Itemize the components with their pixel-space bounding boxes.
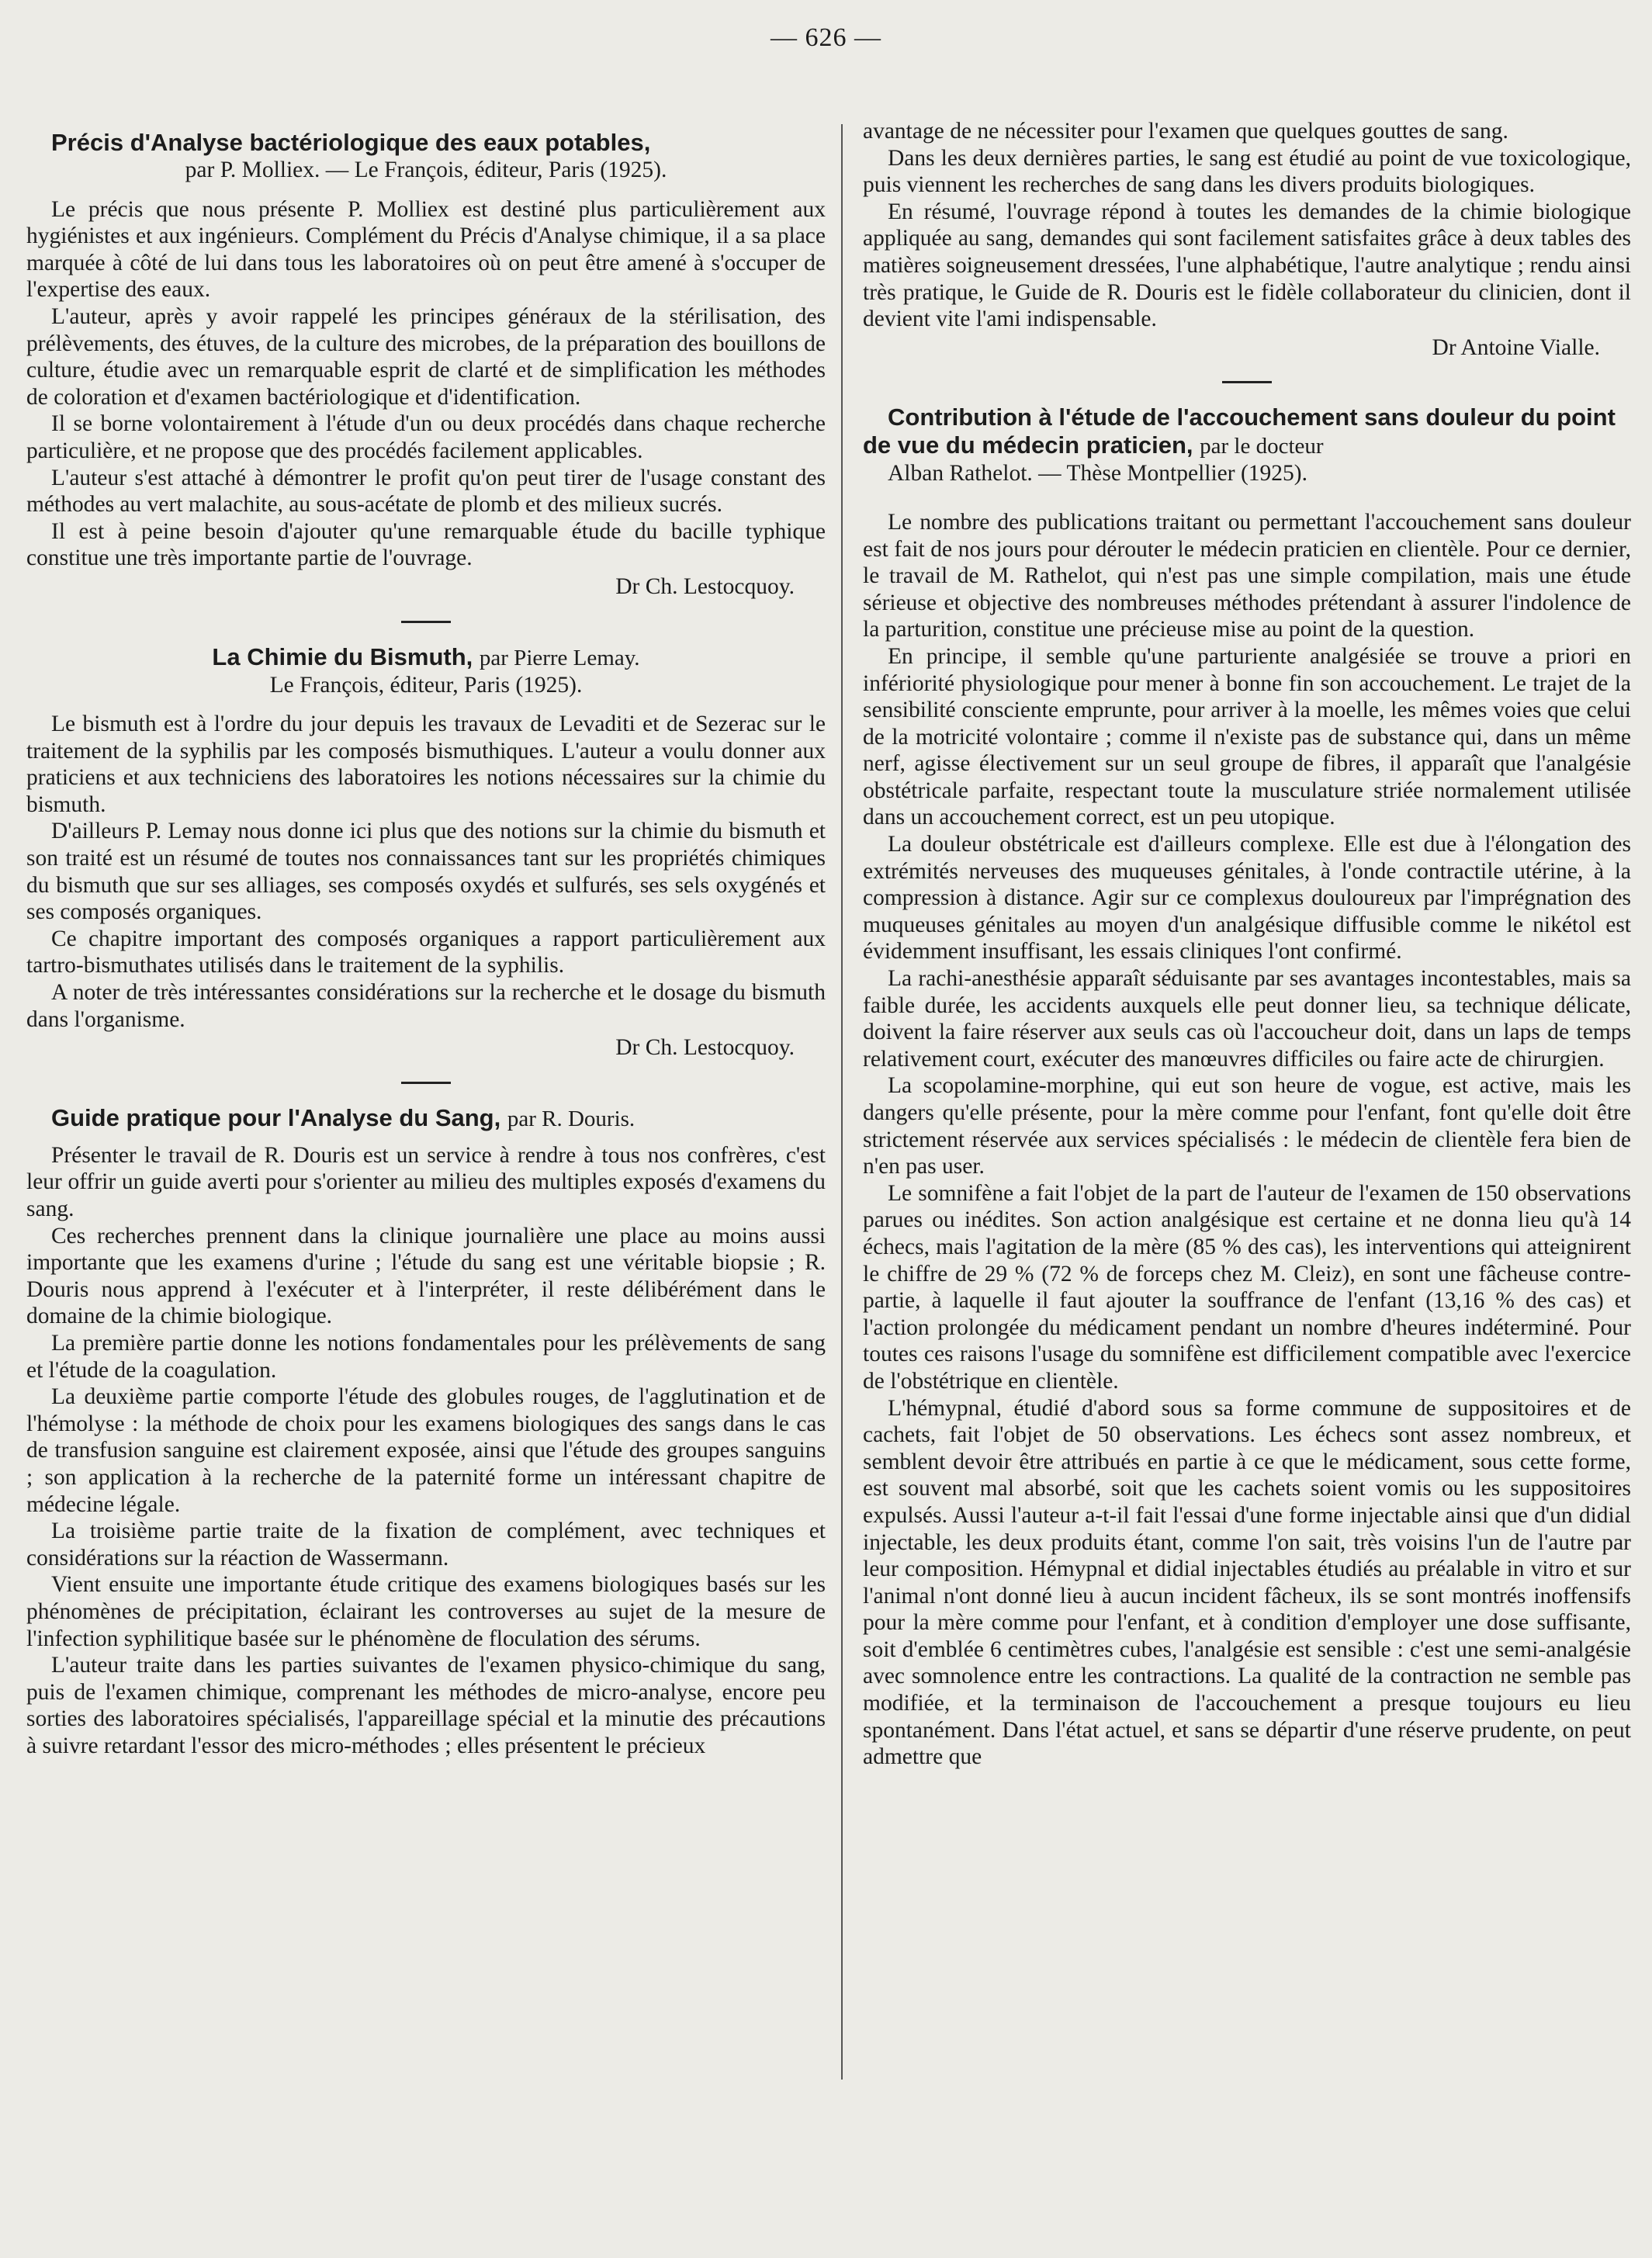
paragraph: L'hémypnal, étudié d'abord sous sa forme commune de suppositoires et de cachets, fait l'objet de 50 observations. Les échecs sont assez nombreux, et semblent devoir être attribués en partie à ce que le médicament, sous cette forme, est souvent mal absorbé, soit que les cachets soient vomis ou les suppositoires expulsés. Aussi l'auteur a-t-il fait l'essai d'une forme injectable ainsi que d'un didial injectable, les deux produits étant, comme l'on sait, très voisins l'un de l'autre par leur composition. Hémypnal et didial injectables étudiés au préalable in vitro et sur l'animal n'ont donné lieu à aucun incident fâcheux, ils se sont montrés inoffensifs pour la mère comme pour l'enfant, et à condition d'employer une dose suffisante, soit d'emblée 6 centimètres cubes, l'analgésie est sensible : c'est une semi-analgésie avec somnolence entre les contractions. La qualité de la contraction ne semble pas modifiée, et la terminaison de l'accouchement a presque toujours eu lieu spontanément. Dans l'état actuel, et sans se départir d'une réserve prudente, on peut admettre que [863, 1395, 1631, 1770]
paragraph: L'auteur s'est attaché à démontrer le profit qu'on peut tirer de l'usage constant des méthodes au vert malachite, au sous-acétate de plomb et des milieux sucrés. [26, 465, 826, 518]
paragraph: Le nombre des publications traitant ou permettant l'accouchement sans douleur est fait de nos jours pour dérouter le médecin praticien en clientèle. Pour ce dernier, le travail de M. Rathelot, qui n'est pas une simple compilation, mais une étude sérieuse et objective des nombreuses méthodes prétendant à assurer l'indolence de la parturition, constitue une précieuse mise au point de la question. [863, 509, 1631, 642]
paragraph: Ces recherches prennent dans la clinique journalière une place au moins aussi importante que les examens d'urine ; l'étude du sang est une véritable biopsie ; R. Douris nous apprend à l'exécuter et à l'interpréter, il reste délibérément dans le domaine de la chimie biologique. [26, 1223, 826, 1329]
paragraph: Le bismuth est à l'ordre du jour depuis les travaux de Levaditi et de Sezerac sur le traitement de la syphilis par les composés bismuthiques. L'auteur a voulu donner aux praticiens et aux techniciens des laboratoires les notions nécessaires sur la chimie du bismuth. [26, 712, 826, 817]
paragraph: En résumé, l'ouvrage répond à toutes les demandes de la chimie biologique appliquée au sang, demandes qui sont facilement satisfaites grâce à deux tables des matières soigneusement dressées, l'une alphabétique, l'autre analytique ; rendu ainsi très pratique, le Guide de R. Douris est le fidèle collaborateur du clinicien, dont il devient vite l'ami indispensable. [863, 199, 1631, 332]
review-title-text: Guide pratique pour l'Analyse du Sang, [51, 1103, 501, 1131]
paragraph: Il est à peine besoin d'ajouter qu'une remarquable étude du bacille typhique constitue une très importante partie de l'ouvrage. [26, 518, 826, 571]
review-title-author: par le docteur [1200, 434, 1324, 459]
paragraph: La première partie donne les notions fondamentales pour les prélèvements de sang et l'étude de la coagulation. [26, 1330, 826, 1383]
review-3 [26, 1104, 826, 1760]
review-title-author: par Pierre Lemay. [479, 645, 640, 670]
paragraph: Dans les deux dernières parties, le sang est étudié au point de vue toxicologique, puis viennent les recherches de sang dans les divers produits biologiques. [863, 145, 1631, 198]
paragraph: L'auteur, après y avoir rappelé les principes généraux de la stérilisation, des prélèvements, des étuves, de la culture des microbes, de la préparation des bouillons de culture, étudie avec un remarquable esprit de clarté et de simplification les méthodes de coloration et d'examen bactériologique et d'identification. [26, 303, 826, 410]
continuation-paragraphs [863, 118, 1631, 333]
paragraph: La deuxième partie comporte l'étude des globules rouges, de l'agglutination et de l'hémolyse : la méthode de choix pour les examens biologiques des sangs dans le cas de transfusion sanguine est clairement exposée, ainsi que l'étude des groupes sanguins ; son application à la recherche de la paternité forme un intéressant chapitre de médecine légale. [26, 1384, 826, 1517]
right-column [863, 118, 1631, 1771]
paragraph: Le somnifène a fait l'objet de la part de l'auteur de l'examen de 150 observations parues ou inédites. Son action analgésique est certaine et ne donna lieu qu'à 14 échecs, mais l'agitation de la mère (85 % des cas), les interventions qui atteignirent le chiffre de 29 % (72 % de forceps chez M. Cleiz), en sont une fâcheuse contre-partie, à laquelle il faut ajouter la souffrance de l'enfant (13,16 % des cas) et l'action prolongée du médicament pendant un nombre d'heures indéterminé. Pour toutes ces raisons l'usage du somnifène est difficilement compatible avec l'exercice de l'obstétrique en clientèle. [863, 1180, 1631, 1394]
paragraph: Présenter le travail de R. Douris est un service à rendre à tous nos confrères, c'est leur offrir un guide averti pour s'orienter au milieu des multiples exposés d'examens du sang. [26, 1142, 826, 1221]
paragraph: La troisième partie traite de la fixation de complément, avec techniques et considérations sur la réaction de Wassermann. [26, 1519, 826, 1571]
paragraph: D'ailleurs P. Lemay nous donne ici plus que des notions sur la chimie du bismuth et son traité est un résumé de toutes nos connaissances tant sur les propriétés chimiques du bismuth que sur ses alliages, ses composés oxydés et sulfurés, ses sels oxygénés et ses composés organiques. [26, 819, 826, 925]
paragraph: Vient ensuite une importante étude critique des examens biologiques basés sur les phénomènes de précipitation, éclairant les controverses au sujet de la mesure de l'infection syphilitique basée sur le phénomène de floculation des sérums. [26, 1572, 826, 1651]
paragraph: avantage de ne nécessiter pour l'examen que quelques gouttes de sang. [863, 119, 1508, 144]
section-separator [401, 621, 451, 623]
paragraph: En principe, il semble qu'une parturiente analgésiée se trouve a priori en infériorité physiologique pour mener à bonne fin son accouchement. Le trajet de la sensibilité consciente emprunte, pour arriver à la moelle, les mêmes voies que celui de la motricité volontaire ; comme il n'existe pas de substance qui, dans un même nerf, agisse électivement sur un seul groupe de fibres, il apparaît que l'analgésie obstétricale parfaite, respectant toute la musculature striée normalement utilisée dans un accouchement correct, est un peu utopique. [863, 643, 1631, 830]
paragraph: La scopolamine-morphine, qui eut son heure de vogue, est active, mais les dangers qu'elle présente, pour la mère comme pour l'enfant, font qu'elle doit être strictement réservée aux services spécialisés : le médecin de clientèle fera bien de n'en pas user. [863, 1073, 1631, 1179]
review-2 [26, 643, 826, 1061]
left-column [26, 129, 826, 1759]
paragraph: La rachi-anesthésie apparaît séduisante par ses avantages incontestables, mais sa faible durée, les accidents auxquels elle peut donner lieu, sa technique délicate, doivent la faire réserver aux seuls cas où l'accoucheur doit, dans un laps de temps relativement court, exécuter des manœuvres difficiles ou faire acte de chirurgien. [863, 966, 1631, 1072]
signature: Dr Ch. Lestocquoy. [615, 573, 795, 599]
signature: Dr Ch. Lestocquoy. [615, 1035, 795, 1061]
section-separator [401, 1082, 451, 1084]
paragraph: Ce chapitre important des composés organiques a rapport particulièrement aux tartro-bismuthates utilisés dans le traitement de la syphilis. [26, 926, 826, 978]
section-separator [1222, 381, 1272, 383]
review-1 [26, 129, 826, 601]
review-title [863, 403, 1631, 460]
page-number: — 626 — [771, 23, 881, 52]
continuation-signature: Dr Antoine Vialle. [1432, 334, 1600, 360]
column-rule [841, 124, 843, 2080]
review-paragraphs [863, 509, 1631, 1771]
review-title-author: par R. Douris. [507, 1106, 636, 1131]
paragraph: L'auteur traite dans les parties suivantes de l'examen physico-chimique du sang, puis de l'examen chimique, comprenant les méthodes de micro-analyse, encore peu sorties des laboratoires spécialisés, l'appareillage spécial et la minutie des précautions à suivre retardant l'essor des micro-méthodes ; elles présentent le précieux [26, 1653, 826, 1758]
review-title [26, 1104, 826, 1133]
title-gap [26, 1133, 826, 1142]
review-title-text: Précis d'Analyse bactériologique des eaux potables, [51, 129, 651, 156]
paragraph: A noter de très intéressantes considérations sur la recherche et le dosage du bismuth dans l'organisme. [26, 980, 826, 1032]
review-accouchement [863, 403, 1631, 1771]
paragraph: Il se borne volontairement à l'étude d'un ou deux procédés dans chaque recherche particulière, et ne propose que des procédés facilement applicables. [26, 411, 826, 463]
review-title-text: La Chimie du Bismuth, [212, 642, 473, 670]
review-byline: Le François, éditeur, Paris (1925). [269, 672, 583, 698]
review-byline: par P. Molliex. — Le François, éditeur, Paris (1925). [185, 158, 667, 182]
review-title [26, 643, 826, 672]
paragraph: La douleur obstétricale est d'ailleurs complexe. Elle est due à l'élongation des extrémités nerveuses des muqueuses génitales, à l'onde contractile utérine, à la compression à distance. Agir sur ce complexus douloureux par l'imprégnation des muqueuses génitales au moyen d'un analgésique diffusible comme le nikétol est évidemment insuffisant, les essais cliniques l'ont confirmé. [863, 832, 1631, 964]
review-title [26, 129, 826, 157]
review-byline: Alban Rathelot. — Thèse Montpellier (1925). [888, 461, 1307, 487]
review-title-text: Contribution à l'étude de l'accouchement sans douleur du point de vue du médecin praticien, [863, 403, 1616, 459]
paragraph: Le précis que nous présente P. Molliex est destiné plus particulièrement aux hygiénistes et aux ingénieurs. Complément du Précis d'Analyse chimique, il a sa place marquée à côté de lui dans tous les laboratoires où on peut être amené à s'occuper de l'expertise des eaux. [26, 196, 826, 303]
